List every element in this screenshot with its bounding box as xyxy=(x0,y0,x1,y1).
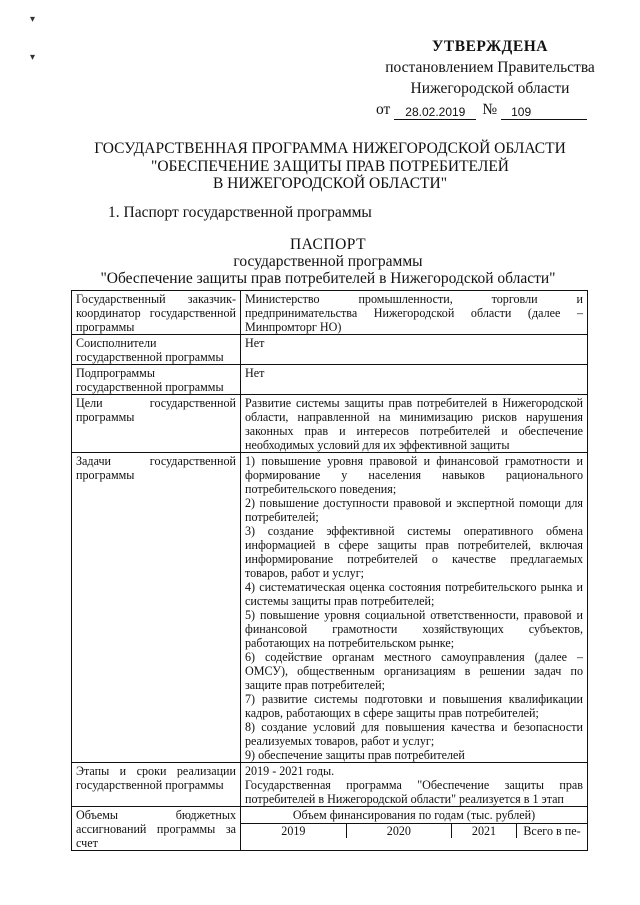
funding-total: Всего в пе- xyxy=(523,824,581,838)
task-item: 4) систематическая оценка состояния потребительского рынка и системы защиты прав потребителей; xyxy=(245,580,583,608)
approval-date-line xyxy=(376,99,610,120)
task-item: 2) повышение доступности правовой и экспертной помощи для потребителей; xyxy=(245,496,583,524)
task-item: 5) повышение уровня социальной ответственности, правовой и финансовой грамотности хозяйствующих субъектов, работающих на потребительском рынке; xyxy=(245,608,583,650)
task-item: 3) создание эффективной системы оперативного обмена информацией в сфере защиты прав потребителей, включая информирование потребителей о качестве предлагаемых товаров, работ и услуг; xyxy=(245,524,583,580)
row-value: Нет xyxy=(241,365,588,395)
task-item: 8) создание условий для повышения качества и безопасности реализуемых товаров, работ и услуг; xyxy=(245,720,583,748)
row-value xyxy=(241,453,588,763)
approval-block xyxy=(370,36,610,120)
passport-name: "Обеспечение защиты прав потребителей в Нижегородской области" xyxy=(100,270,556,287)
row-key: Объемы бюджетных ассигнований программы за счет xyxy=(72,807,241,851)
stage-item: Государственная программа "Обеспечение защиты прав потребителей в Нижегородской области" реализуется в 1 этап xyxy=(245,778,583,806)
table-row xyxy=(72,291,588,335)
task-item: 6) содействие органам местного самоуправления (далее – ОМСУ), общественным организациям в решении задач по защите прав потребителей; xyxy=(245,650,583,692)
task-item: 9) обеспечение защиты прав потребителей xyxy=(245,748,465,762)
passport-subtitle: государственной программы xyxy=(233,253,423,270)
row-key: Цели государственной программы xyxy=(72,395,241,453)
table-row xyxy=(72,807,588,851)
program-title-line: "ОБЕСПЕЧЕНИЕ ЗАЩИТЫ ПРАВ ПОТРЕБИТЕЛЕЙ xyxy=(151,157,509,175)
from-label: от xyxy=(376,101,391,118)
funding-cell xyxy=(241,807,588,851)
row-value xyxy=(241,763,588,807)
row-key: Подпрограммы государственной программы xyxy=(72,365,241,395)
task-item: 1) повышение уровня правовой и финансовой грамотности и формирование у населения навыков рационального потребительского поведения; xyxy=(245,454,583,496)
row-key: Этапы и сроки реализации государственной программы xyxy=(72,763,241,807)
table-row xyxy=(72,453,588,763)
funding-header: Объем финансирования по годам (тыс. рублей) xyxy=(241,807,587,824)
approval-date: 28.02.2019 xyxy=(394,105,476,120)
passport-heading xyxy=(70,236,586,287)
approval-title: УТВЕРЖДЕНА xyxy=(432,38,548,55)
number-label: № xyxy=(482,101,498,118)
program-title xyxy=(60,140,600,193)
funding-year: 2019 xyxy=(241,824,346,838)
passport-table xyxy=(71,290,588,851)
funding-year: 2021 xyxy=(452,824,517,838)
table-row xyxy=(72,365,588,395)
stage-item: 2019 - 2021 годы. xyxy=(245,764,335,778)
row-value: Нет xyxy=(241,335,588,365)
table-row xyxy=(72,395,588,453)
task-item: 7) развитие системы подготовки и повышения квалификации кадров, работающих в сфере защиты прав потребителей; xyxy=(245,692,583,720)
funding-columns xyxy=(241,824,587,838)
row-value: Министерство промышленности, торговли и предпринимательства Нижегородской области (далее – Минпромторг НО) xyxy=(241,291,588,335)
funding-year: 2020 xyxy=(346,824,451,838)
approval-line: постановлением Правительства xyxy=(385,59,595,76)
row-key: Задачи государственной программы xyxy=(72,453,241,763)
row-key: Государственный заказчик-координатор государственной программы xyxy=(72,291,241,335)
margin-mark: ▾ xyxy=(30,14,36,25)
approval-line: Нижегородской области xyxy=(410,80,570,97)
program-title-line: В НИЖЕГОРОДСКОЙ ОБЛАСТИ" xyxy=(212,175,448,192)
passport-title: ПАСПОРТ xyxy=(289,236,367,253)
program-title-line: ГОСУДАРСТВЕННАЯ ПРОГРАММА НИЖЕГОРОДСКОЙ ОБЛАСТИ xyxy=(94,140,566,157)
approval-number: 109 xyxy=(501,105,587,120)
table-row xyxy=(72,335,588,365)
table-row xyxy=(72,763,588,807)
row-value: Развитие системы защиты прав потребителей в Нижегородской области, направленной на минимизацию рисков нарушения законных прав и интересов потребителей и обеспечение необходимых условий для их эффективной защиты xyxy=(241,395,588,453)
row-key: Соисполнители государственной программы xyxy=(72,335,241,365)
section-heading: 1. Паспорт государственной программы xyxy=(108,204,372,221)
margin-mark: ▾ xyxy=(30,52,36,63)
